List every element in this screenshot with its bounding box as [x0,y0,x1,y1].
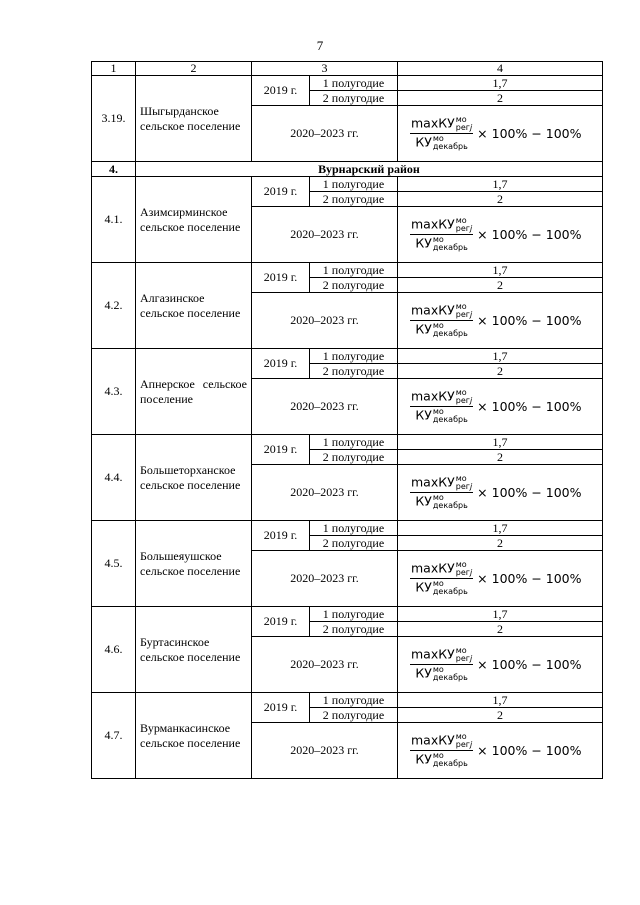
half2-cell: 2 полугодие [310,536,398,551]
half2-cell: 2 полугодие [310,278,398,293]
half1-cell: 1 полугодие [310,349,398,364]
header-row [92,62,603,76]
half2-cell: 2 полугодие [310,192,398,207]
formula-fraction [410,389,473,424]
formula-fraction [410,303,473,338]
formula-denominator: КУ мо декабрь [415,407,468,424]
district-number: 4. [92,162,136,177]
formula-cell [398,379,603,435]
formula [410,733,582,768]
table-row [92,693,603,708]
formula [410,116,582,151]
row-number: 4.1. [92,177,136,263]
settlement-name: Азимсирминское сельское поселение [136,177,252,263]
formula-numerator: maxКУ мо регj [411,560,473,577]
year-cell: 2019 г. [252,607,310,637]
period-cell: 2020–2023 гг. [252,293,398,349]
period-cell: 2020–2023 гг. [252,465,398,521]
year-cell: 2019 г. [252,435,310,465]
formula-tail: × 100% − 100% [477,313,582,328]
formula [410,217,582,252]
formula-cell [398,106,603,162]
row-number: 3.19. [92,76,136,162]
half1-cell: 1 полугодие [310,76,398,91]
half1-value: 1,7 [398,76,603,91]
table-row [92,607,603,622]
half1-value: 1,7 [398,521,603,536]
district-name: Вурнарский район [136,162,603,177]
formula-fraction [410,475,473,510]
half2-value: 2 [398,536,603,551]
formula-denominator: КУ мо декабрь [415,235,468,252]
formula-numerator: maxКУ мо регj [411,302,473,319]
formula-tail: × 100% − 100% [477,227,582,242]
half1-value: 1,7 [398,607,603,622]
period-cell: 2020–2023 гг. [252,379,398,435]
formula-fraction [410,561,473,596]
formula-tail: × 100% − 100% [477,485,582,500]
half1-value: 1,7 [398,693,603,708]
row-number: 4.3. [92,349,136,435]
formula-fraction [410,733,473,768]
header-col-4: 4 [398,62,603,76]
formula-denominator: КУ мо декабрь [415,665,468,682]
half2-value: 2 [398,450,603,465]
half1-cell: 1 полугодие [310,521,398,536]
table-row [92,349,603,364]
half2-value: 2 [398,192,603,207]
formula-denominator: КУ мо декабрь [415,751,468,768]
period-cell: 2020–2023 гг. [252,551,398,607]
formula-tail: × 100% − 100% [477,657,582,672]
row-number: 4.4. [92,435,136,521]
period-cell: 2020–2023 гг. [252,637,398,693]
formula-numerator: maxКУ мо регj [411,474,473,491]
formula-tail: × 100% − 100% [477,126,582,141]
settlement-name: Шыгырданское сельское поселение [136,76,252,162]
formula-denominator: КУ мо декабрь [415,321,468,338]
formula-cell [398,637,603,693]
formula [410,561,582,596]
half1-cell: 1 полугодие [310,693,398,708]
tariff-table [91,61,603,779]
formula-numerator: maxКУ мо регj [411,115,473,132]
year-cell: 2019 г. [252,349,310,379]
formula-tail: × 100% − 100% [477,399,582,414]
period-cell: 2020–2023 гг. [252,207,398,263]
settlement-name: Большеяушское сельское поселение [136,521,252,607]
row-number: 4.2. [92,263,136,349]
half2-value: 2 [398,708,603,723]
formula-cell [398,551,603,607]
half1-value: 1,7 [398,435,603,450]
formula-cell [398,293,603,349]
settlement-name: Апнерское сельское поселение [136,349,252,435]
half2-cell: 2 полугодие [310,708,398,723]
formula [410,475,582,510]
table-row [92,263,603,278]
formula [410,389,582,424]
formula-fraction [410,217,473,252]
half1-cell: 1 полугодие [310,435,398,450]
half2-value: 2 [398,91,603,106]
year-cell: 2019 г. [252,693,310,723]
formula-denominator: КУ мо декабрь [415,134,468,151]
formula-tail: × 100% − 100% [477,743,582,758]
formula-denominator: КУ мо декабрь [415,493,468,510]
half1-value: 1,7 [398,263,603,278]
row-number: 4.6. [92,607,136,693]
half2-value: 2 [398,278,603,293]
half2-cell: 2 полугодие [310,450,398,465]
header-col-1: 1 [92,62,136,76]
formula-fraction [410,116,473,151]
formula-cell [398,723,603,779]
formula-denominator: КУ мо декабрь [415,579,468,596]
formula-fraction [410,647,473,682]
settlement-name: Большеторханское сельское поселение [136,435,252,521]
formula-numerator: maxКУ мо регj [411,216,473,233]
settlement-name: Алгазинское сельское поселение [136,263,252,349]
year-cell: 2019 г. [252,521,310,551]
header-col-2: 2 [136,62,252,76]
formula [410,303,582,338]
half1-value: 1,7 [398,349,603,364]
table-row [92,177,603,192]
header-col-3: 3 [252,62,398,76]
half1-cell: 1 полугодие [310,607,398,622]
formula-numerator: maxКУ мо регj [411,388,473,405]
half2-cell: 2 полугодие [310,622,398,637]
formula-numerator: maxКУ мо регj [411,646,473,663]
period-cell: 2020–2023 гг. [252,106,398,162]
row-number: 4.7. [92,693,136,779]
formula [410,647,582,682]
table-row [92,76,603,91]
year-cell: 2019 г. [252,177,310,207]
period-cell: 2020–2023 гг. [252,723,398,779]
district-row [92,162,603,177]
formula-cell [398,207,603,263]
half1-value: 1,7 [398,177,603,192]
row-number: 4.5. [92,521,136,607]
settlement-name: Вурманкасинское сельское поселение [136,693,252,779]
formula-numerator: maxКУ мо регj [411,732,473,749]
year-cell: 2019 г. [252,263,310,293]
half1-cell: 1 полугодие [310,177,398,192]
page-number: 7 [316,38,324,53]
half1-cell: 1 полугодие [310,263,398,278]
formula-tail: × 100% − 100% [477,571,582,586]
half2-value: 2 [398,364,603,379]
settlement-name: Буртасинское сельское поселение [136,607,252,693]
half2-cell: 2 полугодие [310,364,398,379]
formula-cell [398,465,603,521]
half2-value: 2 [398,622,603,637]
half2-cell: 2 полугодие [310,91,398,106]
table-row [92,521,603,536]
year-cell: 2019 г. [252,76,310,106]
table-row [92,435,603,450]
